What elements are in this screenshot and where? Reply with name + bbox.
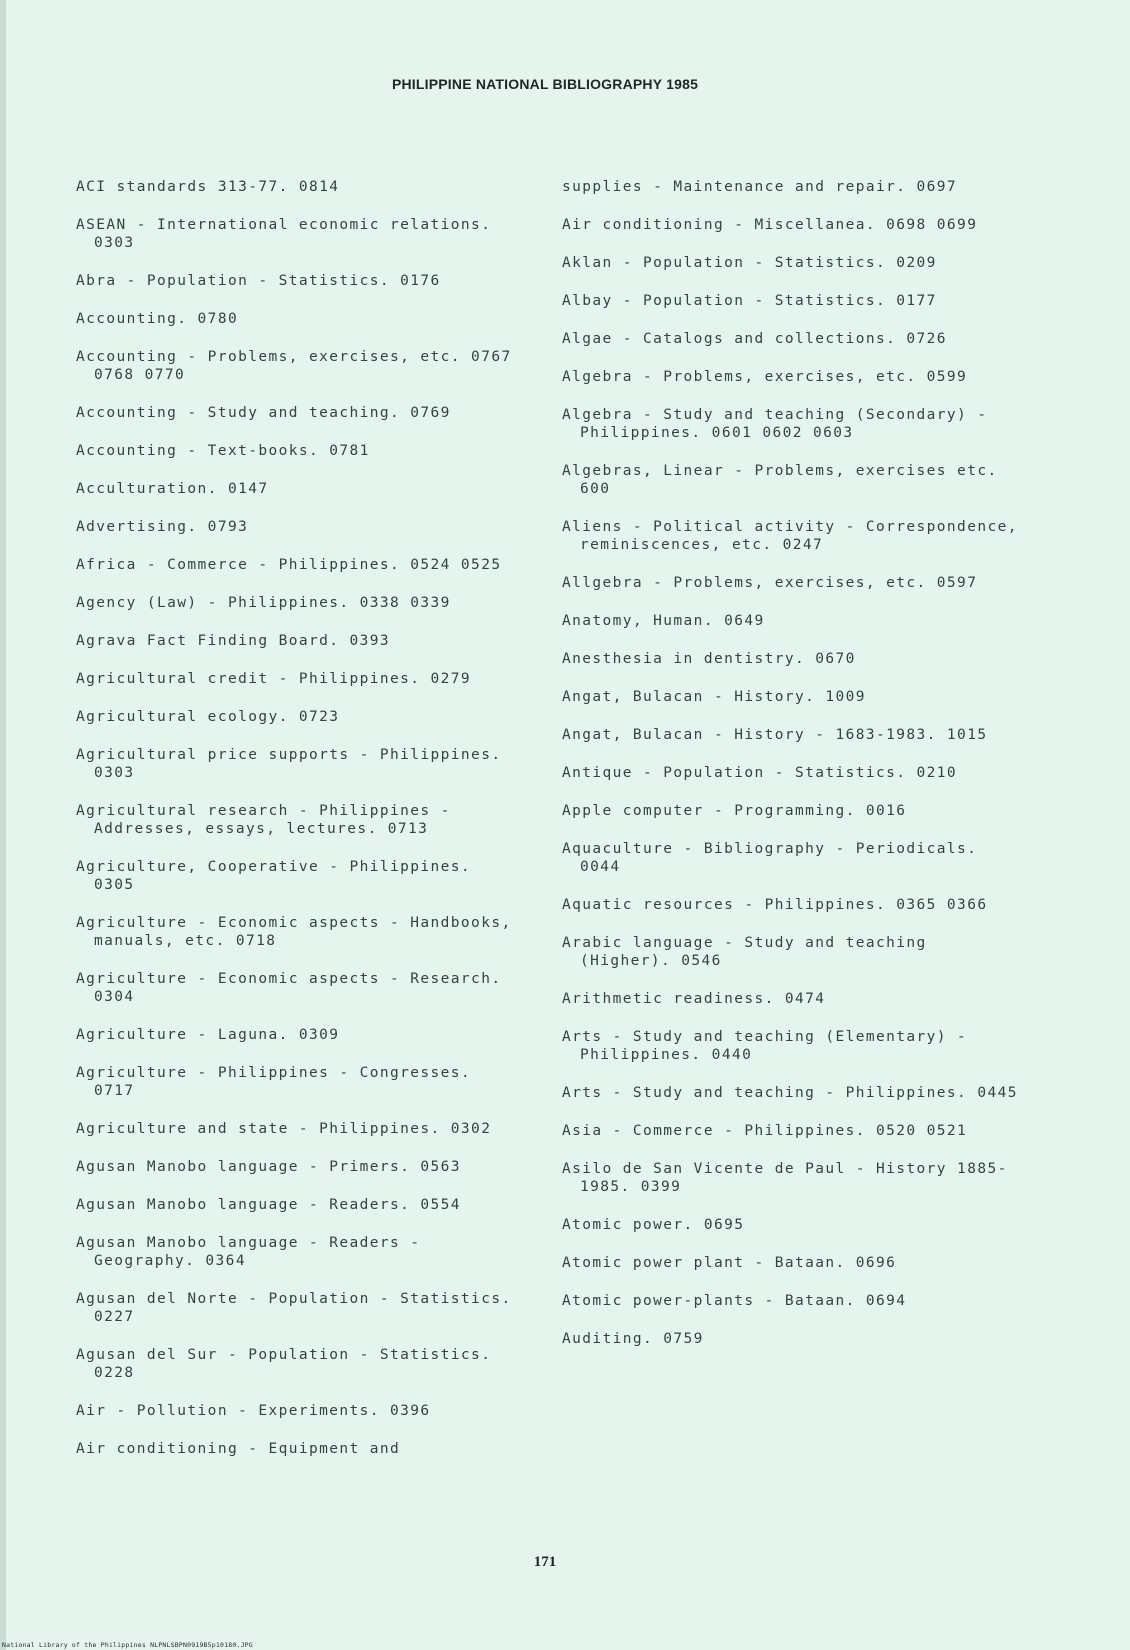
index-entry: Abra - Population - Statistics. 0176 [76,273,441,289]
index-entry: Anatomy, Human. 0649 [562,613,765,629]
index-entry: Algebras, Linear - Problems, exercises etc. 600 [562,463,1008,497]
index-entry: Accounting. 0780 [76,311,239,327]
index-entry: Algae - Catalogs and collections. 0726 [562,331,947,347]
page-edge [0,0,6,1650]
index-entry: Angat, Bulacan - History. 1009 [562,689,866,705]
page-number: 171 [533,1554,557,1570]
index-entry: Advertising. 0793 [76,519,249,535]
index-entry: Agusan Manobo language - Readers - Geography. 0364 [76,1235,431,1269]
index-entry: Air conditioning - Equipment and [76,1441,401,1457]
index-entry: Accounting - Text-books. 0781 [76,443,370,459]
index-entry: Agusan del Norte - Population - Statistics. 0227 [76,1291,522,1325]
index-entry: Agricultural research - Philippines - Addresses, essays, lectures. 0713 [76,803,461,837]
index-entry: Agusan Manobo language - Primers. 0563 [76,1159,461,1175]
index-entry: Allgebra - Problems, exercises, etc. 0597 [562,575,978,591]
index-entry: ASEAN - International economic relations. 0303 [76,217,502,251]
index-entry: Aquaculture - Bibliography - Periodicals. 0044 [562,841,988,875]
index-entry: Asia - Commerce - Philippines. 0520 0521 [562,1123,968,1139]
index-entry: Agriculture - Laguna. 0309 [76,1027,340,1043]
index-entry: Asilo de San Vicente de Paul - History 1885-1985. 0399 [562,1161,1008,1195]
index-entry: Arithmetic readiness. 0474 [562,991,826,1007]
index-entry: Atomic power. 0695 [562,1217,745,1233]
right-column [562,178,1028,1368]
index-entry: Accounting - Study and teaching. 0769 [76,405,451,421]
index-entry: Agriculture, Cooperative - Philippines. 0305 [76,859,482,893]
index-entry: Algebra - Study and teaching (Secondary) - Philippines. 0601 0602 0603 [562,407,998,441]
index-entry: Air conditioning - Miscellanea. 0698 0699 [562,217,978,233]
index-entry: Agriculture and state - Philippines. 0302 [76,1121,492,1137]
index-entry: Agricultural price supports - Philippines. 0303 [76,747,512,781]
index-entry: Agriculture - Philippines - Congresses. 0717 [76,1065,482,1099]
index-entry: Aklan - Population - Statistics. 0209 [562,255,937,271]
index-entry: supplies - Maintenance and repair. 0697 [562,179,958,195]
index-entry: Agricultural credit - Philippines. 0279 [76,671,472,687]
footer-credit: National Library of the Philippines NLPNLSBPN0919B5p10180.JPG [2,1641,253,1649]
index-entry: Accounting - Problems, exercises, etc. 0767 0768 0770 [76,349,522,383]
index-entry: Apple computer - Programming. 0016 [562,803,907,819]
index-entry: Agrava Fact Finding Board. 0393 [76,633,391,649]
index-entry: Arabic language - Study and teaching (Higher). 0546 [562,935,937,969]
index-entry: Angat, Bulacan - History - 1683-1983. 1015 [562,727,988,743]
index-entry: Africa - Commerce - Philippines. 0524 0525 [76,557,502,573]
index-entry: ACI standards 313-77. 0814 [76,179,340,195]
left-column [76,178,522,1478]
index-entry: Antique - Population - Statistics. 0210 [562,765,958,781]
index-entry: Algebra - Problems, exercises, etc. 0599 [562,369,968,385]
index-entry: Arts - Study and teaching - Philippines. 0445 [562,1085,1018,1101]
page-title: PHILIPPINE NATIONAL BIBLIOGRAPHY 1985 [391,76,699,92]
index-entry: Agusan del Sur - Population - Statistics. 0228 [76,1347,502,1381]
index-entry: Agusan Manobo language - Readers. 0554 [76,1197,461,1213]
index-entry: Anesthesia in dentistry. 0670 [562,651,856,667]
index-entry: Agriculture - Economic aspects - Research. 0304 [76,971,512,1005]
index-entry: Agriculture - Economic aspects - Handbooks, manuals, etc. 0718 [76,915,522,949]
index-entry: Agricultural ecology. 0723 [76,709,340,725]
index-entry: Arts - Study and teaching (Elementary) - Philippines. 0440 [562,1029,978,1063]
index-entry: Aliens - Political activity - Correspondence, reminiscences, etc. 0247 [562,519,1028,553]
index-entry: Agency (Law) - Philippines. 0338 0339 [76,595,451,611]
index-entry: Air - Pollution - Experiments. 0396 [76,1403,431,1419]
index-entry: Atomic power plant - Bataan. 0696 [562,1255,897,1271]
index-entry: Albay - Population - Statistics. 0177 [562,293,937,309]
index-entry: Acculturation. 0147 [76,481,269,497]
index-entry: Atomic power-plants - Bataan. 0694 [562,1293,907,1309]
index-entry: Aquatic resources - Philippines. 0365 0366 [562,897,988,913]
index-entry: Auditing. 0759 [562,1331,704,1347]
